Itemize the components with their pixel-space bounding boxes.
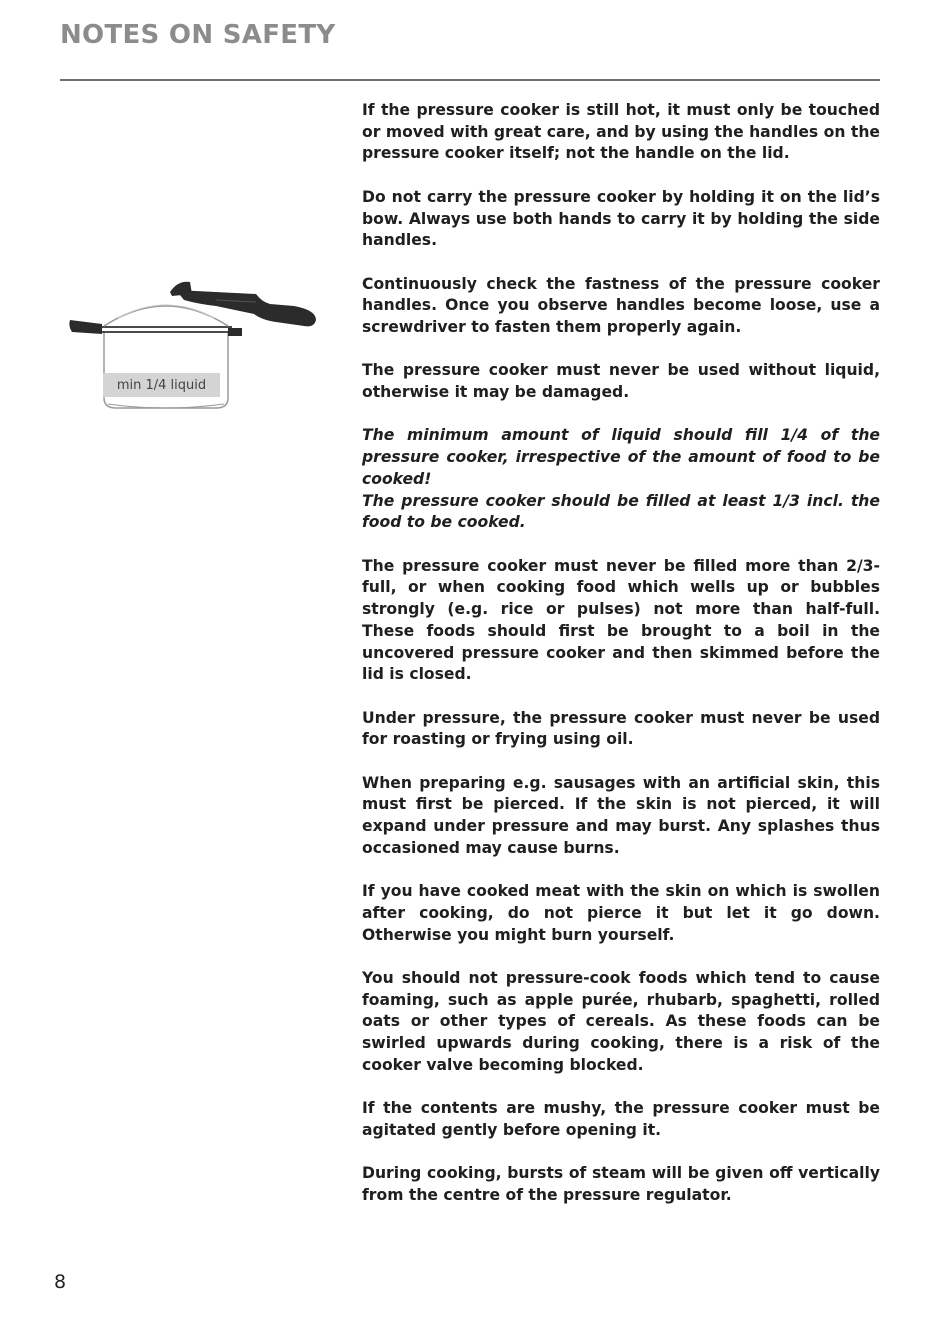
safety-note: If the contents are mushy, the pressure cooker must be agitated gently before opening it. bbox=[362, 1099, 880, 1139]
safety-notes bbox=[362, 100, 880, 1228]
safety-note: Continuously check the fastness of the pressure cooker handles. Once you observe handles become loose, use a screwdriver to fasten them properly again. bbox=[362, 274, 880, 336]
page-number: 8 bbox=[54, 1271, 67, 1293]
safety-note: You should not pressure-cook foods which tend to cause foaming, such as apple purée, rhubarb, spaghetti, rolled oats or other types of cereals. As these foods can be swirled upwards during cooking, there is a risk of the cooker valve becoming blocked. bbox=[362, 968, 880, 1074]
safety-note: If you have cooked meat with the skin on which is swollen after cooking, do not pierce it but let it go down. Otherwise you might burn yourself. bbox=[362, 882, 880, 944]
safety-note: During cooking, bursts of steam will be given off vertically from the centre of the pressure regulator. bbox=[362, 1164, 880, 1204]
pressure-cooker-figure bbox=[66, 270, 322, 420]
safety-note: The pressure cooker must never be used without liquid, otherwise it may be damaged. bbox=[362, 361, 880, 402]
pressure-cooker-icon bbox=[66, 270, 322, 420]
safety-note: If the pressure cooker is still hot, it must only be touched or moved with great care, and by using the handles on the pressure cooker itself; not the handle on the lid. bbox=[362, 101, 880, 163]
min-liquid-note: The minimum amount of liquid should fill 1/4 of the pressure cooker, irrespective of the amount of food to be cooked! bbox=[362, 426, 880, 488]
safety-note: The pressure cooker must never be filled more than 2/3-full, or when cooking food which wells up or bubbles strongly (e.g. rice or pulses) not more than half-full. These foods should first be brought to a boil in the uncovered pressure cooker and then skimmed before the lid is closed. bbox=[362, 556, 880, 684]
safety-note: When preparing e.g. sausages with an artificial skin, this must first be pierced. If the skin is not pierced, it will expand under pressure and may burst. Any splashes thus occasioned may cause burns. bbox=[362, 773, 880, 857]
safety-note: Do not carry the pressure cooker by holding it on the lid’s bow. Always use both hands to carry it by holding the side handles. bbox=[362, 187, 880, 250]
header-divider bbox=[60, 79, 880, 81]
min-liquid-label: min 1/4 liquid bbox=[103, 373, 220, 397]
page-title: NOTES ON SAFETY bbox=[60, 20, 336, 50]
safety-note: Under pressure, the pressure cooker must never be used for roasting or frying using oil. bbox=[362, 708, 880, 749]
min-fill-note: The pressure cooker should be filled at least 1/3 incl. the food to be cooked. bbox=[362, 491, 880, 532]
safety-note-emphasis bbox=[362, 425, 880, 534]
